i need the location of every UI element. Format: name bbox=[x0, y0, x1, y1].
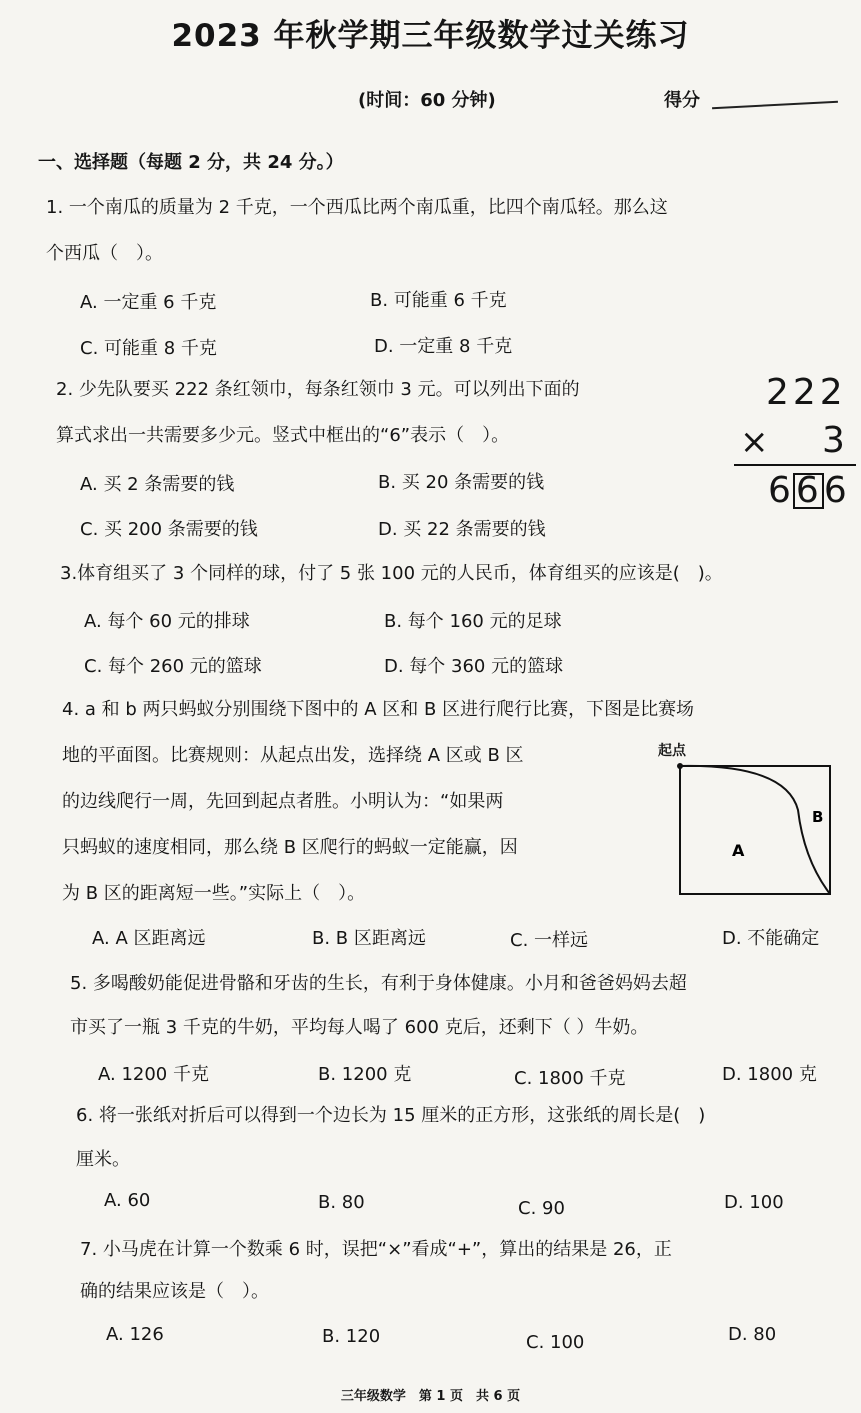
q7-line1: 7. 小马虎在计算一个数乘 6 时，误把“×”看成“+”，算出的结果是 26，正 bbox=[80, 1239, 672, 1260]
q2-line1: 2. 少先队要买 222 条红领巾，每条红领巾 3 元。可以列出下面的 bbox=[56, 379, 580, 400]
q2-option-b[interactable]: B. 买 20 条需要的钱 bbox=[378, 472, 545, 493]
product-digit-tens-boxed: 6 bbox=[793, 473, 824, 509]
q4-line5: 为 B 区的距离短一些。”实际上（ ）。 bbox=[62, 883, 366, 904]
q5-line1: 5. 多喝酸奶能促进骨骼和牙齿的生长，有利于身体健康。小月和爸爸妈妈去超 bbox=[70, 973, 687, 994]
q5-option-d[interactable]: D. 1800 克 bbox=[722, 1064, 817, 1085]
q4-line4: 只蚂蚁的速度相同，那么绕 B 区爬行的蚂蚁一定能赢，因 bbox=[62, 837, 518, 858]
q6-option-c[interactable]: C. 90 bbox=[518, 1198, 565, 1219]
q4-option-d[interactable]: D. 不能确定 bbox=[722, 928, 820, 949]
product bbox=[768, 470, 849, 511]
q5-line2: 市买了一瓶 3 千克的牛奶，平均每人喝了 600 克后，还剩下（ ）牛奶。 bbox=[70, 1017, 649, 1038]
product-digit-ones: 6 bbox=[823, 470, 849, 511]
multiplicand: 222 bbox=[766, 372, 847, 413]
q1-option-d[interactable]: D. 一定重 8 千克 bbox=[374, 336, 513, 357]
q5-option-c[interactable]: C. 1800 千克 bbox=[514, 1068, 626, 1089]
q6-option-b[interactable]: B. 80 bbox=[318, 1192, 365, 1213]
page-footer: 三年级数学 第 1 页 共 6 页 bbox=[340, 1389, 521, 1404]
q3-line1: 3.体育组买了 3 个同样的球，付了 5 张 100 元的人民币，体育组买的应该是( )。 bbox=[60, 563, 723, 584]
q3-option-d[interactable]: D. 每个 360 元的篮球 bbox=[384, 656, 564, 677]
q3-option-c[interactable]: C. 每个 260 元的篮球 bbox=[84, 656, 262, 677]
q6-line1: 6. 将一张纸对折后可以得到一个边长为 15 厘米的正方形，这张纸的周长是( ) bbox=[76, 1105, 706, 1126]
region-a-label: A bbox=[732, 841, 745, 860]
q2-option-d[interactable]: D. 买 22 条需要的钱 bbox=[378, 519, 546, 540]
q1-option-b[interactable]: B. 可能重 6 千克 bbox=[370, 290, 507, 311]
calculation-line bbox=[734, 464, 856, 466]
product-digit-hundreds: 6 bbox=[768, 470, 793, 511]
multiplier: 3 bbox=[822, 420, 845, 461]
q2-option-c[interactable]: C. 买 200 条需要的钱 bbox=[80, 519, 258, 540]
q7-line2: 确的结果应该是（ ）。 bbox=[80, 1281, 269, 1302]
q6-line2: 厘米。 bbox=[76, 1149, 130, 1170]
figure-start-label: 起点 bbox=[658, 743, 686, 759]
q7-option-c[interactable]: C. 100 bbox=[526, 1332, 585, 1353]
q2-option-a[interactable]: A. 买 2 条需要的钱 bbox=[80, 474, 235, 495]
q7-option-b[interactable]: B. 120 bbox=[322, 1326, 381, 1347]
q1-option-c[interactable]: C. 可能重 8 千克 bbox=[80, 338, 217, 359]
q1-line1: 1. 一个南瓜的质量为 2 千克，一个西瓜比两个南瓜重，比四个南瓜轻。那么这 bbox=[46, 197, 668, 218]
score-label: 得分 bbox=[664, 90, 700, 111]
section-heading: 一、选择题（每题 2 分，共 24 分。） bbox=[38, 152, 344, 173]
times-sign: × bbox=[740, 422, 769, 462]
race-field-diagram bbox=[676, 760, 836, 900]
q5-option-a[interactable]: A. 1200 千克 bbox=[98, 1064, 209, 1085]
q4-option-b[interactable]: B. B 区距离远 bbox=[312, 928, 426, 949]
q6-option-a[interactable]: A. 60 bbox=[104, 1190, 151, 1211]
time-limit: (时间：60 分钟) bbox=[358, 90, 496, 111]
q2-line2: 算式求出一共需要多少元。竖式中框出的“6”表示（ ）。 bbox=[56, 425, 510, 446]
q4-option-a[interactable]: A. A 区距离远 bbox=[92, 928, 206, 949]
q1-line2: 个西瓜（ ）。 bbox=[46, 243, 163, 264]
q5-option-b[interactable]: B. 1200 克 bbox=[318, 1064, 412, 1085]
q4-line3: 的边线爬行一周，先回到起点者胜。小明认为：“如果两 bbox=[62, 791, 504, 812]
q1-option-a[interactable]: A. 一定重 6 千克 bbox=[80, 292, 217, 313]
q3-option-b[interactable]: B. 每个 160 元的足球 bbox=[384, 611, 562, 632]
q7-option-d[interactable]: D. 80 bbox=[728, 1324, 777, 1345]
page-title: 2023 年秋学期三年级数学过关练习 bbox=[171, 18, 690, 54]
q4-line1: 4. a 和 b 两只蚂蚁分别围绕下图中的 A 区和 B 区进行爬行比赛，下图是比赛场 bbox=[62, 699, 695, 720]
region-b-label: B bbox=[812, 808, 824, 826]
score-blank[interactable] bbox=[712, 101, 838, 110]
field-border bbox=[680, 766, 830, 894]
q6-option-d[interactable]: D. 100 bbox=[724, 1192, 784, 1213]
q4-option-c[interactable]: C. 一样远 bbox=[510, 930, 589, 951]
q4-line2: 地的平面图。比赛规则：从起点出发，选择绕 A 区或 B 区 bbox=[62, 745, 524, 766]
q3-option-a[interactable]: A. 每个 60 元的排球 bbox=[84, 611, 250, 632]
q7-option-a[interactable]: A. 126 bbox=[106, 1324, 164, 1345]
dividing-curve bbox=[680, 766, 830, 894]
